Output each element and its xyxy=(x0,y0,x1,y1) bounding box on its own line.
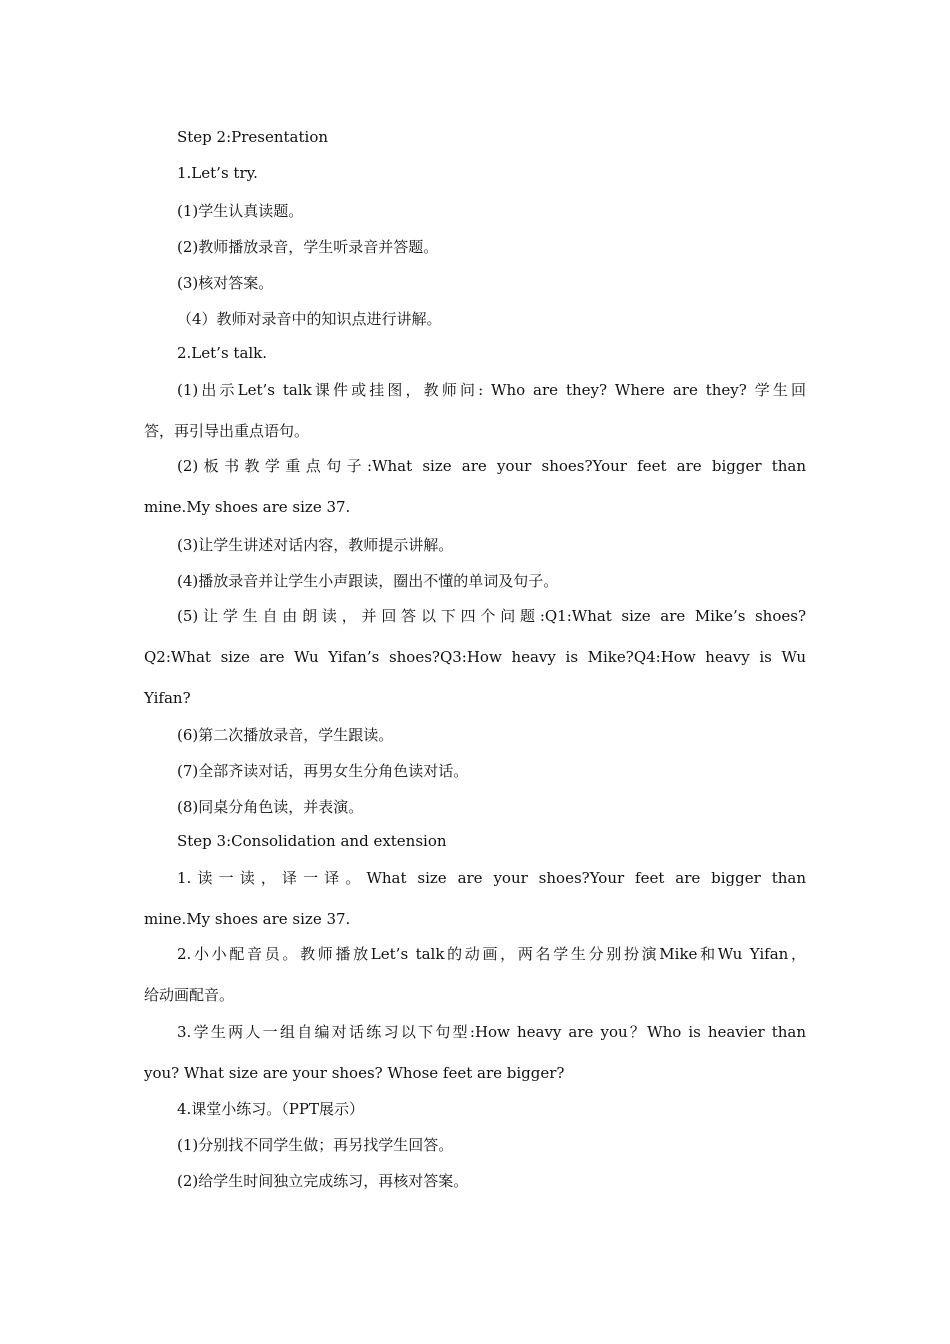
paragraph-try-1: (1)学生认真读题。 xyxy=(177,202,304,220)
paragraph-exercise-1: (1)分别找不同学生做；再另找学生回答。 xyxy=(177,1136,454,1154)
paragraph-talk-7: (7)全部齐读对话，再男女生分角色读对话。 xyxy=(177,762,469,780)
paragraph-exercise-2: (2)给学生时间独立完成练习，再核对答案。 xyxy=(177,1172,469,1190)
paragraph-lets-talk: 2.Let’s talk. xyxy=(177,344,268,362)
paragraph-talk-1 xyxy=(144,370,806,452)
paragraph-consolidation-2-line-2: 给动画配音。 xyxy=(144,986,235,1004)
paragraph-consolidation-2-line-1: 2.小小配音员。教师播放Let’s talk的动画，两名学生分别扮演Mike和Wu Yifan， xyxy=(177,945,806,963)
paragraph-talk-2-line-1: (2)板书教学重点句子:What size are your shoes?Your feet are bigger than xyxy=(177,457,806,475)
paragraph-consolidation-1-line-1: 1.读一读，译一译。What size are your shoes?Your feet are bigger than xyxy=(177,869,806,887)
paragraph-try-3: (3)核对答案。 xyxy=(177,274,274,292)
paragraph-consolidation-4: 4.课堂小练习。（PPT展示） xyxy=(177,1100,365,1118)
paragraph-talk-5-line-2: Q2:What size are Wu Yifan’s shoes?Q3:How heavy is Mike?Q4:How heavy is Wu xyxy=(144,648,806,666)
paragraph-consolidation-3 xyxy=(144,1012,806,1094)
paragraph-talk-3: (3)让学生讲述对话内容，教师提示讲解。 xyxy=(177,536,454,554)
paragraph-talk-4: (4)播放录音并让学生小声跟读，圈出不懂的单词及句子。 xyxy=(177,572,559,590)
paragraph-talk-2-line-2: mine.My shoes are size 37. xyxy=(144,498,351,516)
paragraph-talk-1-line-2: 答，再引导出重点语句。 xyxy=(144,422,310,440)
paragraph-talk-2 xyxy=(144,446,806,528)
paragraph-lets-try: 1.Let’s try. xyxy=(177,164,258,182)
paragraph-consolidation-3-line-2: you? What size are your shoes? Whose feet are bigger? xyxy=(144,1064,565,1082)
paragraph-consolidation-1-line-2: mine.My shoes are size 37. xyxy=(144,910,351,928)
paragraph-talk-1-line-1: (1)出示Let’s talk课件或挂图，教师问: Who are they? Where are they? 学生回 xyxy=(177,381,806,399)
paragraph-talk-5-line-3: Yifan? xyxy=(144,689,191,707)
paragraph-consolidation-1 xyxy=(144,858,806,940)
paragraph-try-2: (2)教师播放录音，学生听录音并答题。 xyxy=(177,238,439,256)
paragraph-try-4: （4）教师对录音中的知识点进行讲解。 xyxy=(177,310,442,328)
paragraph-talk-5 xyxy=(144,596,806,719)
paragraph-talk-5-line-1: (5)让学生自由朗读，并回答以下四个问题:Q1:What size are Mike’s shoes? xyxy=(177,607,806,625)
heading-step-3: Step 3:Consolidation and extension xyxy=(177,832,447,850)
heading-step-2: Step 2:Presentation xyxy=(177,128,329,146)
paragraph-consolidation-2 xyxy=(144,934,806,1016)
paragraph-talk-6: (6)第二次播放录音，学生跟读。 xyxy=(177,726,394,744)
paragraph-consolidation-3-line-1: 3.学生两人一组自编对话练习以下句型:How heavy are you？Who is heavier than xyxy=(177,1023,806,1041)
paragraph-talk-8: (8)同桌分角色读，并表演。 xyxy=(177,798,364,816)
